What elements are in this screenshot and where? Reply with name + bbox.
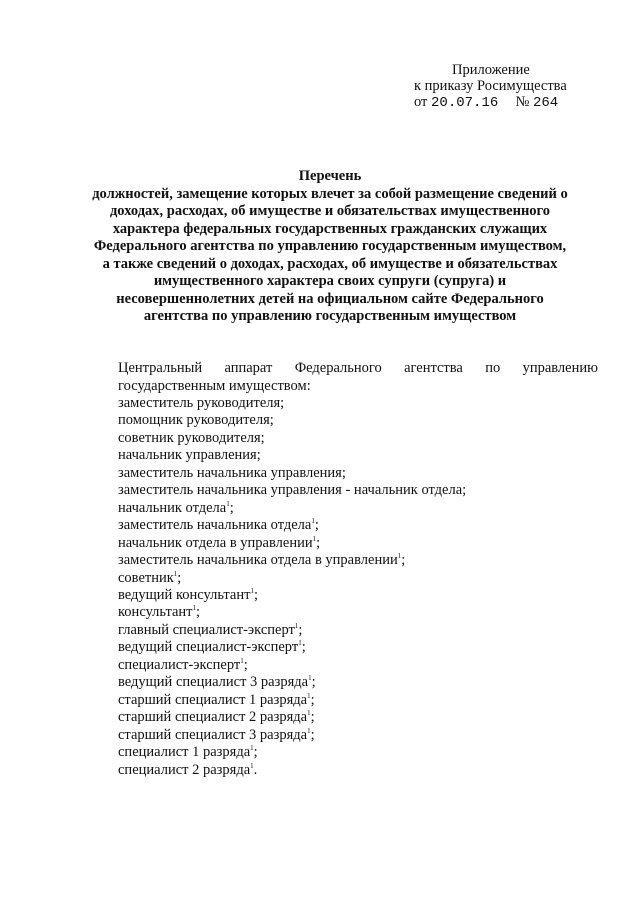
footnote-marker: 1 — [250, 744, 254, 753]
title-line: агентства по управлению государственным имуществом — [143, 308, 517, 324]
footnote-marker: 1 — [250, 586, 254, 595]
footnote-marker: 1 — [312, 534, 317, 543]
position-text: заместитель начальника отдела в управлении — [118, 552, 398, 569]
footnote-marker: 1 — [307, 726, 311, 735]
appendix-title: Приложение — [452, 62, 530, 78]
position-punctuation: ; — [253, 744, 258, 761]
position-text: старший специалист 2 разряда — [118, 709, 308, 726]
position-punctuation: ; — [177, 569, 182, 586]
position-item — [118, 727, 588, 744]
position-punctuation: ; — [314, 517, 319, 534]
position-text: старший специалист 3 разряда — [118, 726, 308, 743]
position-item — [118, 692, 588, 709]
position-item — [118, 412, 588, 429]
position-punctuation: ; — [298, 621, 303, 638]
position-text: ведущий специалист 3 разряда — [118, 674, 309, 691]
position-punctuation: ; — [311, 674, 316, 691]
footnote-marker: 1 — [307, 691, 311, 700]
intro-word: агентства — [404, 360, 463, 376]
intro-word: Центральный — [118, 360, 203, 376]
position-text: заместитель начальника управления - начальник отдела; — [118, 482, 467, 499]
position-text: советник — [118, 569, 174, 586]
intro-word: управлению — [522, 360, 598, 376]
position-text: консультант — [118, 604, 193, 621]
position-text: главный специалист-эксперт — [118, 621, 295, 638]
title-line: доходах, расходах, об имуществе и обязательствах имущественного — [109, 203, 551, 219]
footnote-marker: 1 — [298, 639, 302, 648]
position-item — [118, 482, 588, 499]
intro-word: аппарат — [224, 360, 273, 376]
footnote-marker: 1 — [192, 604, 197, 613]
position-punctuation: ; — [310, 691, 315, 708]
position-punctuation: ; — [229, 499, 234, 516]
intro-line: государственным имуществом: — [118, 377, 311, 394]
footnote-marker: 1 — [240, 656, 244, 665]
intro-word: Федерального — [294, 360, 382, 376]
position-text: специалист 2 разряда — [118, 761, 251, 778]
position-item — [118, 744, 588, 761]
appendix-header — [414, 62, 614, 111]
position-text: специалист-эксперт — [118, 656, 241, 673]
footnote-marker: 1 — [311, 517, 315, 526]
position-punctuation: ; — [253, 586, 258, 603]
position-item — [118, 517, 588, 534]
position-item — [118, 430, 588, 447]
title-line: характера федеральных государственных гражданских служащих — [112, 220, 548, 237]
position-item — [118, 535, 588, 552]
position-text: помощник руководителя; — [118, 412, 274, 429]
footnote-marker: 1 — [308, 674, 312, 683]
title-line: несовершеннолетних детей на официальном сайте Федерального — [116, 290, 544, 307]
position-text: старший специалист 1 разряда — [118, 691, 308, 708]
position-punctuation: ; — [310, 726, 315, 743]
position-item — [118, 709, 588, 726]
position-item — [118, 622, 588, 639]
footnote-marker: 1 — [397, 552, 402, 561]
position-item — [118, 395, 588, 412]
footnote-marker: 1 — [307, 709, 311, 718]
intro-word: по — [485, 360, 501, 376]
order-date: 20.07.16 — [431, 95, 499, 111]
intro-line — [118, 360, 598, 378]
title-line: имущественного характера своих супруги (супруга) и — [153, 273, 507, 289]
title-line: должностей, замещение которых влечет за собой размещение сведений о — [92, 185, 568, 202]
date-prefix: от — [414, 94, 428, 110]
position-text: заместитель начальника отдела — [118, 517, 312, 534]
position-text: начальник управления; — [118, 447, 261, 464]
position-punctuation: ; — [316, 534, 321, 551]
position-text: заместитель руководителя; — [118, 395, 285, 411]
footnote-marker: 1 — [250, 761, 254, 770]
position-text: начальник отдела в управлении — [118, 534, 313, 551]
position-item — [118, 639, 588, 656]
position-punctuation: ; — [401, 552, 406, 569]
position-punctuation: ; — [310, 709, 315, 726]
position-punctuation: ; — [196, 604, 201, 621]
position-text: ведущий консультант — [118, 586, 251, 603]
position-punctuation: ; — [301, 639, 306, 656]
footnote-marker: 1 — [294, 621, 299, 630]
position-item — [118, 570, 588, 587]
footnote-marker: 1 — [226, 499, 230, 508]
title-line: а также сведений о доходах, расходах, об имуществе и обязательствах — [102, 255, 558, 272]
intro-paragraph — [118, 360, 598, 395]
title-line: Федерального агентства по управлению государственным имуществом, — [93, 238, 567, 254]
position-item — [118, 552, 588, 569]
order-date-number — [414, 94, 614, 111]
position-text: специалист 1 разряда — [118, 744, 251, 761]
position-punctuation: . — [253, 761, 258, 778]
document-title — [60, 168, 600, 326]
position-item — [118, 604, 588, 621]
title-line: Перечень — [298, 168, 362, 184]
position-text: начальник отдела — [118, 499, 227, 516]
position-item — [118, 447, 588, 464]
order-number: 264 — [532, 95, 559, 111]
position-punctuation: ; — [243, 656, 248, 673]
position-item — [118, 762, 588, 779]
footnote-marker: 1 — [173, 569, 178, 578]
positions-list — [118, 395, 588, 779]
number-sign: № — [515, 94, 530, 110]
position-text: советник руководителя; — [118, 429, 265, 446]
position-text: заместитель начальника управления; — [118, 464, 346, 481]
position-item — [118, 500, 588, 517]
position-text: ведущий специалист-эксперт — [118, 639, 299, 656]
position-item — [118, 657, 588, 674]
position-item — [118, 674, 588, 691]
position-item — [118, 465, 588, 482]
order-reference: к приказу Росимущества — [414, 78, 567, 94]
position-item — [118, 587, 588, 604]
